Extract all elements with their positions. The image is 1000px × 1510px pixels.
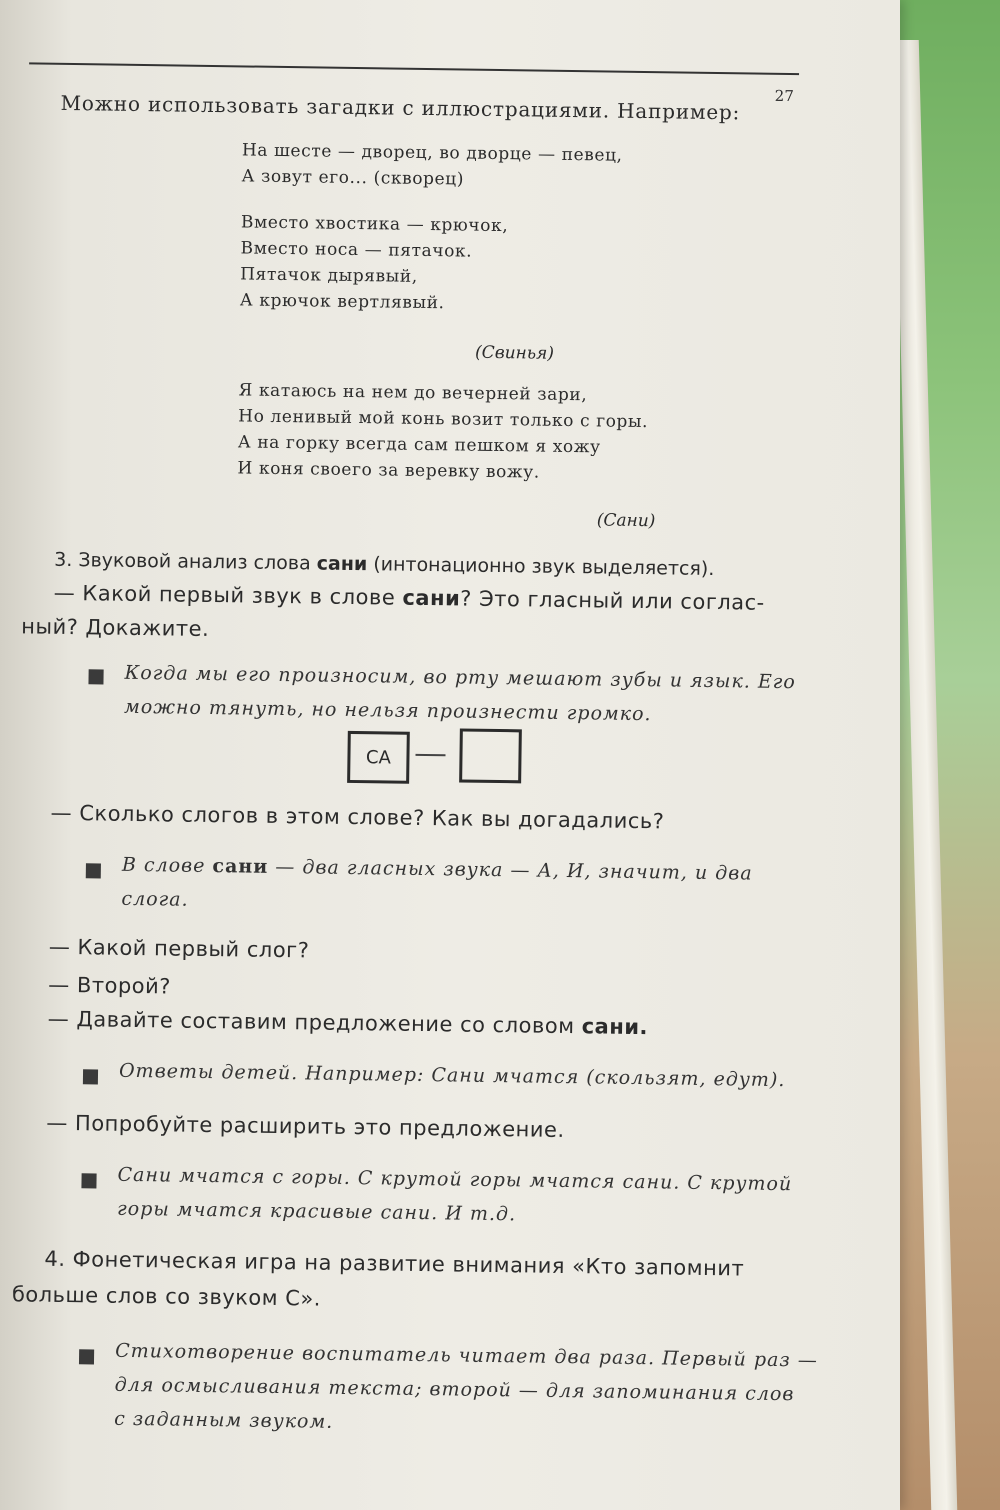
answer-2-line-2: слога. [121, 887, 189, 911]
riddle-3-line-2: Но ленивый мой конь возит только с горы. [238, 406, 649, 433]
riddle-3 [237, 377, 648, 487]
answer-6-line-1: Сани мчатся с горы. С крутой горы мчатся сани. С крутой [117, 1163, 793, 1196]
answer-marker-1 [88, 669, 103, 684]
riddle-2-line-4: А крючок вертлявый. [239, 290, 445, 314]
section-4-note-line-1: Стихотворение воспитатель читает два раза. Первый раз — [114, 1339, 818, 1372]
answer-1-line-1: Когда мы его произносим, во рту мешают зубы и язык. Его [124, 661, 796, 694]
section-3-heading [54, 549, 714, 580]
riddle-3-line-4: И коня своего за веревку вожу. [237, 458, 540, 483]
question-1-line-2: ный? Докажите. [21, 614, 210, 641]
answer-marker-7 [79, 1349, 94, 1364]
syllable-box-2 [459, 728, 522, 783]
intro-text: Можно использовать загадки с иллюстрациями. Например: [60, 90, 741, 125]
section-3-heading-bold: сани [316, 552, 368, 576]
answer-marker-5 [83, 1069, 98, 1084]
header-rule [29, 62, 799, 75]
answer-6 [117, 1158, 792, 1235]
section-4-note-line-2: для осмысливания текста; второй — для запоминания слов [114, 1373, 795, 1406]
riddle-2-line-2: Вместо носа — пятачок. [240, 238, 473, 262]
riddle-1-line-2: А зовут его... (скворец) [241, 166, 465, 190]
riddle-2-line-3: Пятачок дырявый, [240, 264, 418, 287]
question-1 [54, 581, 765, 615]
answer-marker-6 [81, 1173, 96, 1188]
section-3-heading-pre: 3. Звуковой анализ слова [54, 548, 317, 575]
riddle-2-line-1: Вместо хвостика — крючок, [240, 212, 509, 237]
question-5 [48, 1007, 649, 1039]
answer-5: Ответы детей. Например: Сани мчатся (скользят, едут). [118, 1059, 786, 1092]
riddle-3-answer: (Сани) [596, 510, 656, 532]
question-6: — Попробуйте расширить это предложение. [46, 1110, 565, 1142]
section-4-note-line-3: с заданным звуком. [114, 1407, 334, 1433]
answer-2-pre: В слове [121, 853, 213, 878]
answer-2 [121, 848, 753, 925]
question-5-bold: сани. [581, 1014, 649, 1040]
question-2: — Сколько слогов в этом слове? Как вы догадались? [50, 800, 665, 834]
riddle-2 [240, 209, 509, 317]
answer-6-line-2: горы мчатся красивые сани. И т.д. [116, 1197, 517, 1226]
riddle-3-line-3: А на горку всегда сам пешком я хожу [237, 432, 601, 458]
section-4-note [114, 1334, 818, 1446]
answer-2-bold: сани [212, 855, 269, 878]
answer-marker-2 [86, 863, 101, 878]
syllable-dash [415, 754, 445, 756]
section-4-heading-line-1: 4. Фонетическая игра на развитие внимания «Кто запомнит [44, 1246, 745, 1281]
riddle-1 [241, 137, 622, 194]
question-1-post: ? Это гласный или соглас- [460, 586, 765, 615]
answer-1 [124, 656, 796, 733]
riddle-1-line-1: На шесте — дворец, во дворце — певец, [241, 140, 623, 166]
question-4: — Второй? [48, 972, 172, 999]
question-1-pre: — Какой первый звук в слове [53, 580, 403, 610]
page-number: 27 [774, 86, 794, 106]
question-5-pre: — Давайте составим предложение со словом [47, 1006, 582, 1039]
riddle-3-line-1: Я катаюсь на нем до вечерней зари, [238, 380, 588, 406]
section-4-heading-line-2: больше слов со звуком С». [11, 1282, 322, 1311]
riddle-2-answer: (Свинья) [474, 342, 555, 364]
section-3-heading-post: (интонационно звук выделяется). [367, 553, 715, 581]
question-3: — Какой первый слог? [48, 934, 310, 963]
syllable-box-1: СА [347, 731, 410, 784]
answer-1-line-2: можно тянуть, но нельзя произнести громко. [123, 695, 652, 726]
question-1-bold: сани [402, 585, 461, 611]
answer-2-post: — два гласных звука — А, И, значит, и два [268, 855, 753, 885]
